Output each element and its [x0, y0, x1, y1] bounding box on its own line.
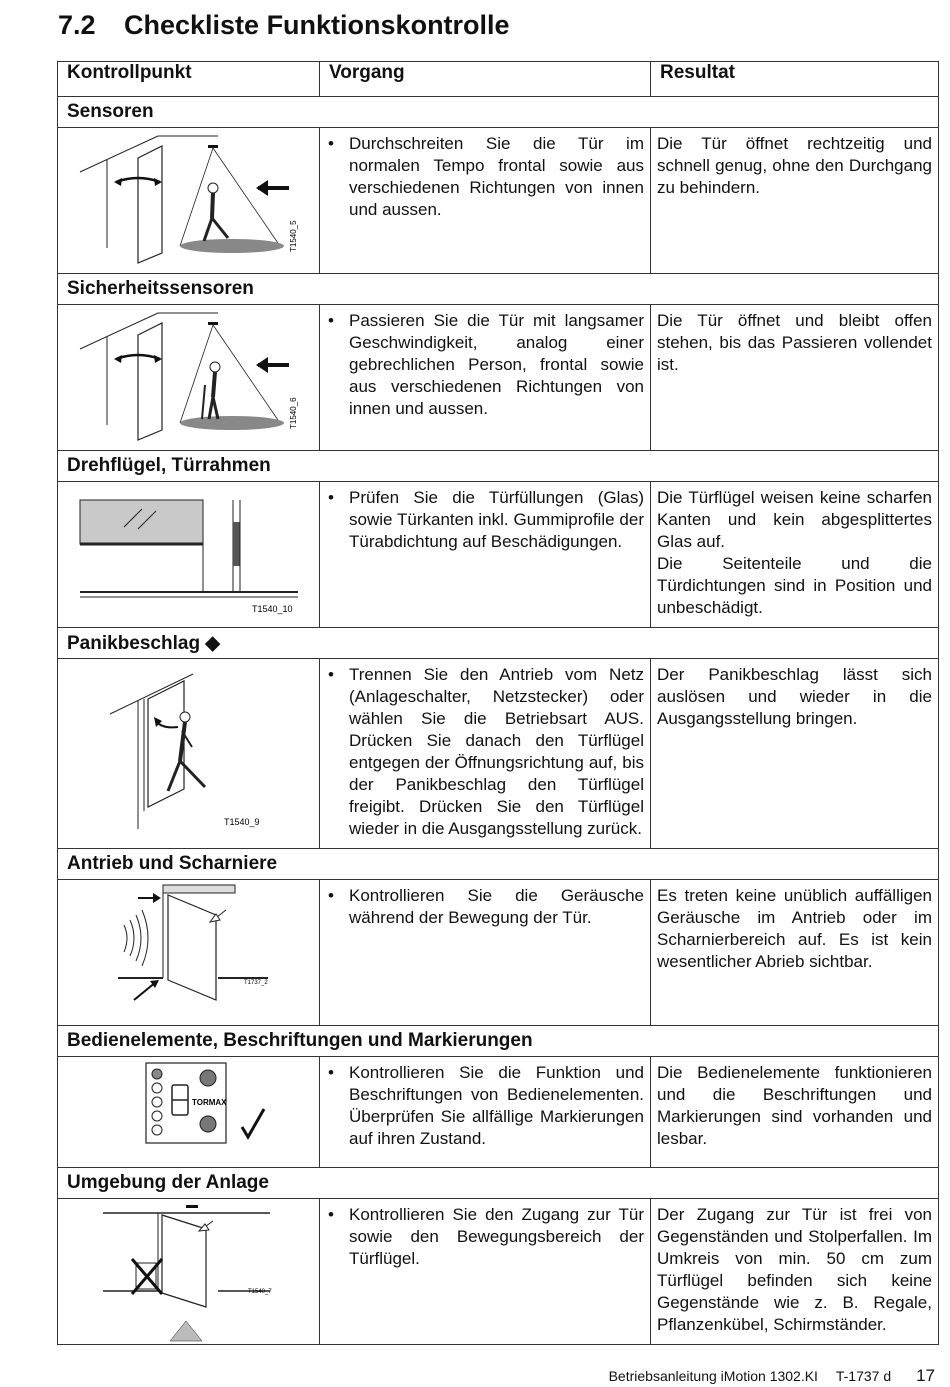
section-header-sensoren	[58, 97, 939, 128]
procedure-text: Prüfen Sie die Türfüllungen (Glas) sowie Türkanten inkl. Gummiprofile der Türabdichtung auf Beschädigungen.	[349, 488, 644, 551]
procedure-text: Kontrollieren Sie die Geräusche während der Bewegung der Tür.	[349, 886, 644, 927]
figure-label: T1737_2	[244, 980, 268, 986]
checklist-table	[57, 61, 939, 1345]
section-header-bedienelemente	[58, 1026, 939, 1057]
figure-label: TORMAX	[192, 1098, 227, 1107]
result-cell	[651, 1199, 939, 1345]
procedure-cell	[320, 1199, 651, 1345]
bullet-marker: •	[328, 1205, 334, 1224]
figure-label: T1540_5	[289, 220, 298, 252]
section-header-umgebung	[58, 1168, 939, 1199]
figure-antrieb	[58, 880, 320, 1026]
header-vorgang: Vorgang	[320, 62, 651, 97]
result-text: Die Tür öffnet und bleibt offen stehen, bis das Passieren vollendet ist.	[657, 311, 932, 374]
figure-label: T1540_6	[289, 397, 298, 429]
heading-title: Checkliste Funktionskontrolle	[124, 10, 510, 40]
footer-doc-title: Betriebsanleitung iMotion 1302.KI	[608, 1368, 818, 1384]
result-cell	[651, 128, 939, 274]
section-header-sicherheitssensoren	[58, 274, 939, 305]
section-title: Sensoren	[58, 97, 939, 128]
section-title: Sicherheitssensoren	[58, 274, 939, 305]
bullet-marker: •	[328, 886, 334, 905]
result-cell	[651, 1057, 939, 1168]
figure-bedienelemente	[58, 1057, 320, 1168]
section-title: Antrieb und Scharniere	[58, 849, 939, 880]
result-text: Die Tür öffnet rechtzeitig und schnell genug, ohne den Durchgang zu behindern.	[657, 134, 932, 197]
table-row	[58, 482, 939, 628]
procedure-text: Passieren Sie die Tür mit langsamer Geschwindigkeit, analog einer gebrechlichen Person, frontal sowie aus verschiedenen Richtungen von innen und aussen.	[349, 311, 644, 418]
figure-sensoren	[58, 128, 320, 274]
footer-doc-code: T-1737 d	[835, 1368, 892, 1384]
procedure-text: Trennen Sie den Antrieb vom Netz (Anlageschalter, Netzstecker) oder wählen Sie die Betriebsart AUS. Drücken Sie danach den Türflügel entgegen der Öffnungsrichtung auf, bis der Panikbeschlag den Türflügel freigibt. Drücken Sie den Türflügel wieder in die Ausgangsstellung zurück.	[349, 665, 644, 838]
procedure-cell	[320, 1057, 651, 1168]
section-header-panikbeschlag	[58, 628, 939, 659]
figure-drehfluegel	[58, 482, 320, 628]
page-heading	[58, 10, 510, 41]
result-text: Der Zugang zur Tür ist frei von Gegenständen und Stolperfallen. Im Umkreis von min. 50 cm zum Türflügel befinden sich keine Gegenstände wie z. B. Regale, Pflanzenkübel, Schirmständer.	[657, 1205, 932, 1334]
header-resultat: Resultat	[651, 62, 939, 97]
result-cell	[651, 305, 939, 451]
header-row	[58, 62, 939, 97]
result-text: Der Panikbeschlag lässt sich auslösen und wieder in die Ausgangsstellung bringen.	[657, 665, 932, 728]
table-row	[58, 305, 939, 451]
section-header-drehfluegel	[58, 451, 939, 482]
section-title: Bedienelemente, Beschriftungen und Markierungen	[58, 1026, 939, 1057]
result-text: Es treten keine unüblich auffälligen Geräusche im Antrieb oder im Scharnierbereich auf. Es ist kein wesentlicher Abrieb sichtbar.	[657, 886, 932, 971]
procedure-cell	[320, 305, 651, 451]
result-cell	[651, 659, 939, 849]
figure-umgebung	[58, 1199, 320, 1345]
section-header-antrieb	[58, 849, 939, 880]
procedure-cell	[320, 128, 651, 274]
section-title: Drehflügel, Türrahmen	[58, 451, 939, 482]
procedure-text: Durchschreiten Sie die Tür im normalen Tempo frontal sowie aus verschiedenen Richtungen von innen und aussen.	[349, 134, 644, 219]
table-row	[58, 659, 939, 849]
bullet-marker: •	[328, 488, 334, 507]
table-row	[58, 880, 939, 1026]
figure-label: T1540_7	[248, 1289, 272, 1295]
page-footer	[0, 1366, 935, 1386]
heading-number: 7.2	[58, 10, 96, 40]
result-cell	[651, 482, 939, 628]
bullet-marker: •	[328, 311, 334, 330]
bullet-marker: •	[328, 134, 334, 153]
procedure-cell	[320, 659, 651, 849]
result-text: Die Bedienelemente funktionieren und die Beschriftungen und Markierungen sind vorhanden und lesbar.	[657, 1063, 932, 1148]
section-title: Umgebung der Anlage	[58, 1168, 939, 1199]
figure-sicherheitssensoren	[58, 305, 320, 451]
procedure-cell	[320, 482, 651, 628]
figure-panikbeschlag	[58, 659, 320, 849]
header-kontrollpunkt: Kontrollpunkt	[58, 62, 320, 97]
table-row	[58, 1199, 939, 1345]
figure-label: T1540_9	[224, 817, 260, 827]
result-cell	[651, 880, 939, 1026]
section-title: Panikbeschlag ◆	[58, 628, 939, 659]
result-text: Die Türflügel weisen keine scharfen Kanten und kein abgesplittertes Glas auf.	[657, 488, 932, 551]
bullet-marker: •	[328, 1063, 334, 1082]
procedure-text: Kontrollieren Sie den Zugang zur Tür sowie den Bewegungsbereich der Türflügel.	[349, 1205, 644, 1268]
procedure-text: Kontrollieren Sie die Funktion und Beschriftungen von Bedienelementen. Überprüfen Sie allfällige Markierungen auf ihren Zustand.	[349, 1063, 644, 1148]
figure-label: T1540_10	[252, 604, 293, 614]
bullet-marker: •	[328, 665, 334, 684]
table-row	[58, 1057, 939, 1168]
table-row	[58, 128, 939, 274]
procedure-cell	[320, 880, 651, 1026]
page-number: 17	[916, 1366, 935, 1385]
result-text: Die Seitenteile und die Türdichtungen sind in Position und unbeschädigt.	[657, 554, 932, 617]
